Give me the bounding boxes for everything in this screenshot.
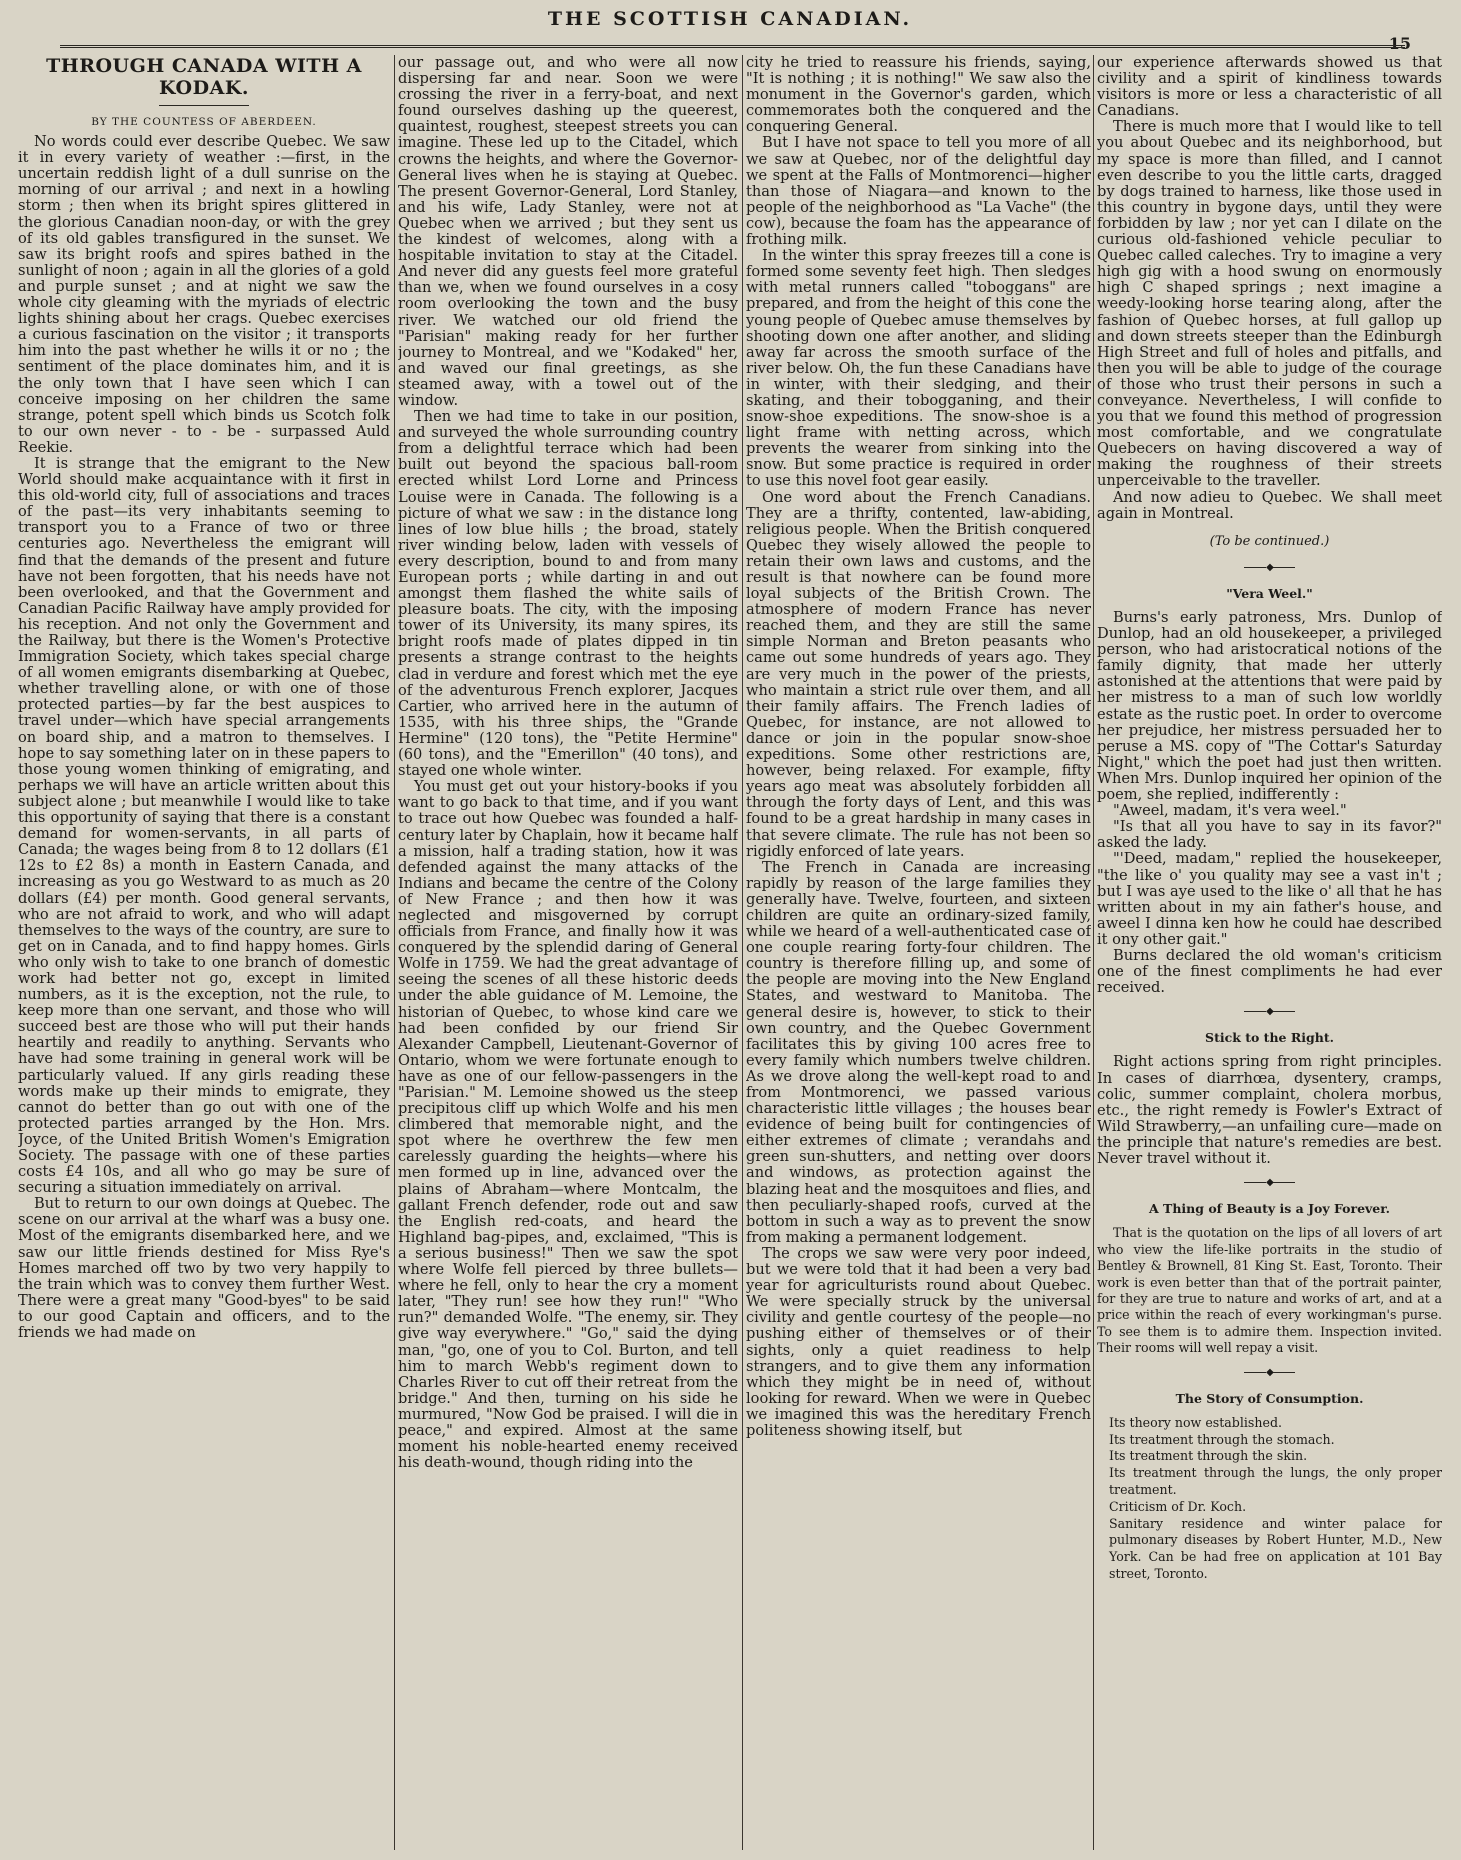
- title-rule: [159, 105, 249, 106]
- article-paragraph: city he tried to reassure his friends, saying, "It is nothing ; it is nothing!" We saw also the monument in the Governor's garden, which commemorates both the conquered and the conquering General.: [746, 55, 1091, 136]
- vera-weel-paragraph: "Aweel, madam, it's vera weel.": [1113, 802, 1347, 820]
- list-item: Its treatment through the lungs, the only proper treatment.: [1109, 1465, 1442, 1497]
- vera-weel-paragraph: "'Deed, madam," replied the housekeeper, "the like o' you quality may see a vast in't ; but I was aye used to the like o' all that he has written about in my ain father's house, and aweel I dinna ken how he could hae described it ony other gait.": [1097, 850, 1442, 948]
- page-number: 15: [1388, 34, 1411, 53]
- list-item: Sanitary residence and winter palace for pulmonary diseases by Robert Hunter, M.D., New York. Can be had free on application at 101 Bay street, Toronto.: [1109, 1515, 1442, 1581]
- masthead: THE SCOTTISH CANADIAN.: [547, 8, 913, 30]
- list-item: Its theory now established.: [1109, 1414, 1283, 1430]
- article-paragraph: But to return to our own doings at Quebec. The scene on our arrival at the wharf was a busy one. Most of the emigrants disembarked here, and we saw our little friends destined for Miss Rye's Homes marched off two by two very happily to the train which was to convey them further West. There were a great many "Good-byes" to be said to our good Captain and officers, and to the friends we had made on: [18, 1195, 390, 1342]
- column-divider: [742, 55, 743, 1850]
- article-paragraph: our experience afterwards showed us that civility and a spirit of kindliness towards visitors is more or less a characteristic of all Canadians.: [1097, 55, 1442, 120]
- consumption-heading: The Story of Consumption.: [1175, 1390, 1364, 1406]
- consumption-list: [1097, 1415, 1442, 1583]
- stick-right-text: Right actions spring from right principles. In cases of diarrhœa, dysentery, cramps, colic, summer complaint, cholera morbus, etc., the right remedy is Fowler's Extract of Wild Strawberry,—an unfailing cure—made on the principle that nature's remedies are best. Never travel without it.: [1097, 1053, 1442, 1167]
- column-1: [18, 55, 390, 1860]
- article-paragraph: But I have not space to tell you more of all we saw at Quebec, nor of the delightful day we spent at the Falls of Montmorenci—higher than those of Niagara—and known to the people of the neighborhood as "La Vache" (the cow), because the foam has the appearance of frothing milk.: [746, 134, 1091, 249]
- section-ornament: ◆: [1097, 560, 1442, 576]
- vera-weel-paragraph: "Is that all you have to say in its favor?" asked the lady.: [1097, 818, 1442, 852]
- article-paragraph: And now adieu to Quebec. We shall meet again in Montreal.: [1097, 488, 1442, 522]
- beauty-text: That is the quotation on the lips of all lovers of art who view the life-like portraits in the studio of Bentley & Brownell, 81 King St. East, Toronto. Their work is even better than that of the portrait painter, for they are true to nature and works of art, and at a price within the reach of every workingman's purse. To see them is to admire them. Inspection invited. Their rooms will well repay a visit.: [1097, 1225, 1442, 1356]
- column-4: [1097, 55, 1442, 1860]
- column-3: [746, 55, 1091, 1860]
- article-paragraph: One word about the French Canadians. They are a thrifty, contented, law-abiding, religious people. When the British conquered Quebec they wisely allowed the people to retain their own laws and customs, and the result is that nowhere can be found more loyal subjects of the British Crown. The atmosphere of modern France has never reached them, and they are still the same simple Norman and Breton peasants who came out some hundreds of years ago. They are very much in the power of the priests, who maintain a strict rule over them, and all their family affairs. The French ladies of Quebec, for instance, are not allowed to dance or join in the popular snow-shoe expeditions. Some other restrictions are, however, being relaxed. For example, fifty years ago meat was absolutely forbidden all through the forty days of Lent, and this was found to be a great hardship in many cases in that severe climate. The rule has not been so rigidly enforced of late years.: [746, 488, 1091, 860]
- article-paragraph: The French in Canada are increasing rapidly by reason of the large families they generally have. Twelve, fourteen, and sixteen children are quite an ordinary-sized family, while we heard of a well-authenticated case of one couple rearing forty-four children. The country is therefore filling up, and some of the people are moving into the New England States, and westward to Manitoba. The general desire is, however, to stick to their own country, and the Quebec Government facilitates this by giving 100 acres free to every family which numbers twelve children. As we drove along the well-kept road to and from Montmorenci, we passed various characteristic little villages ; the houses bear evidence of being built for contingencies of either extremes of climate ; verandahs and green sun-shutters, and netting over doors and windows, as protection against the blazing heat and the mosquitoes and flies, and then peculiarly-shaped roofs, curved at the bottom in such a way as to prevent the snow from making a permanent lodgement.: [746, 858, 1091, 1246]
- article-byline: BY THE COUNTESS OF ABERDEEN.: [91, 116, 317, 128]
- section-ornament: ◆: [1097, 1175, 1442, 1191]
- article-paragraph: It is strange that the emigrant to the New World should make acquaintance with it first in this old-world city, full of associations and traces of the past—its very inhabitants seeming to transport you to a France of two or three centuries ago. Nevertheless the emigrant will find that the demands of the present and future have not been forgotten, that his needs have not been overlooked, and that the Government and Canadian Pacific Railway have amply provided for his reception. And not only the Government and the Railway, but there is the Women's Protective Immigration Society, which takes special charge of all women emigrants disembarking at Quebec, whether travelling alone, or with one of those protected parties—by far the best auspices to travel under—which have special arrangements on board ship, and a matron to themselves. I hope to say something later on in these papers to those young women thinking of emigrating, and perhaps we will have an article written about this subject alone ; but meanwhile I would like to take this opportunity of saying that there is a constant demand for women-servants, in all parts of Canada; the wages being from 8 to 12 dollars (£1 12s to £2 8s) a month in Eastern Canada, and increasing as you go Westward to as much as 20 dollars (£4) per month. Good general servants, who are not afraid to work, and who will adapt themselves to the ways of the country, are sure to get on in Canada, and to find happy homes. Girls who only wish to take to one branch of domestic work had better not go, except in limited numbers, as it is the exception, not the rule, to keep more than one servant, and those who will succeed best are those who will put their hands heartily and readily to anything. Servants who have had some training in general work will be particularly valued. If any girls reading these words make up their minds to emigrate, they cannot do better than go out with one of the protected parties arranged by the Hon. Mrs. Joyce, of the United British Women's Emigration Society. The passage with one of these parties costs £4 10s, and all who go may be sure of securing a situation immediately on arrival.: [18, 454, 390, 1197]
- article-paragraph: The crops we saw were very poor indeed, but we were told that it had been a very bad year for agriculturists round about Quebec. We were specially struck by the universal civility and gentle courtesy of the people—no pushing either of themselves or of their sights, only a quiet readiness to help strangers, and to give them any information which they might be in need of, without looking for reward. When we were in Quebec we imagined this was the hereditary French politeness showing itself, but: [746, 1244, 1091, 1439]
- list-item: Criticism of Dr. Koch.: [1109, 1498, 1247, 1514]
- beauty-heading: A Thing of Beauty is a Joy Forever.: [1148, 1201, 1391, 1217]
- article-paragraph: our passage out, and who were all now dispersing far and near. Soon we were crossing the river in a ferry-boat, and next found ourselves dashing up the queerest, quaintest, roughest, steepest streets you can imagine. These led up to the Citadel, which crowns the heights, and where the Governor-General lives when he is staying at Quebec. The present Governor-General, Lord Stanley, and his wife, Lady Stanley, were not at Quebec when we arrived ; but they sent us the kindest of welcomes, along with a hospitable invitation to stay at the Citadel. And never did any guests feel more grateful than we, when we found ourselves in a cosy room overlooking the town and the busy river. We watched our old friend the "Parisian" making ready for her further journey to Montreal, and we "Kodaked" her, and waved our final greetings, as she steamed away, with a towel out of the window.: [398, 55, 738, 409]
- article-paragraph: You must get out your history-books if you want to go back to that time, and if you want to trace out how Quebec was founded a half-century later by Chaplain, how it became half a mission, half a trading station, how it was defended against the many attacks of the Indians and became the centre of the Colony of New France ; and then how it was neglected and misgoverned by corrupt officials from France, and finally how it was conquered by the splendid daring of General Wolfe in 1759. We had the great advantage of seeing the scenes of all these historic deeds under the able guidance of M. Lemoine, the historian of Quebec, to whose kind care we had been confided by our friend Sir Alexander Campbell, Lieutenant-Governor of Ontario, whom we were fortunate enough to have as one of our fellow-passengers in the "Parisian." M. Lemoine showed us the steep precipitous cliff up which Wolfe and his men climbered that memorable night, and the spot where he overthrew the few men carelessly guarding the heights—where his men formed up in line, advanced over the plains of Abraham—where Montcalm, the gallant French defender, rode out and saw the English red-coats, and heard the Highland bag-pipes, and, exclaimed, "This is a serious business!" Then we saw the spot where Wolfe fell pierced by three bullets—where he fell, only to hear the cry a moment later, "They run! see how they run!" "Who run?" demanded Wolfe. "The enemy, sir. They give way everywhere." "Go," said the dying man, "go, one of you to Col. Burton, and tell him to march Webb's regiment down to Charles River to cut off their retreat from the bridge." And then, turning on his side he murmured, "Now God be praised. I will die in peace," and expired. Almost at the same moment his noble-hearted enemy received his death-wound, though riding into the: [398, 778, 738, 1472]
- article-paragraph: In the winter this spray freezes till a cone is formed some seventy feet high. Then sledges with metal runners called "toboggans" are prepared, and from the height of this cone the young people of Quebec amuse themselves by shooting down one after another, and sliding away far across the smooth surface of the river below. Oh, the fun these Canadians have in winter, with their sledging, and their skating, and their tobogganing, and their snow-shoe expeditions. The snow-shoe is a light frame with netting across, which prevents the wearer from sinking into the snow. But some practice is required in order to use this novel foot gear easily.: [746, 247, 1091, 490]
- masthead-rule: [60, 45, 1405, 48]
- vera-weel-paragraph: Burns's early patroness, Mrs. Dunlop of Dunlop, had an old housekeeper, a privileged person, who had aristocratical notions of the family dignity, that made her utterly astonished at the attentions that were paid by her mistress to a man of such low worldly estate as the rustic poet. In order to overcome her prejudice, her mistress persuaded her to peruse a MS. copy of "The Cottar's Saturday Night," which the poet had just then written. When Mrs. Dunlop inquired her opinion of the poem, she replied, indifferently :: [1097, 609, 1442, 804]
- section-ornament: ◆: [1097, 1004, 1442, 1020]
- column-2: [398, 55, 738, 1860]
- article-paragraph: Then we had time to take in our position, and surveyed the whole surrounding country from a delightful terrace which had been built out beyond the spacious ball-room erected whilst Lord Lorne and Princess Louise were in Canada. The following is a picture of what we saw : in the distance long lines of low blue hills ; the broad, stately river winding below, laden with vessels of every description, bound to and from many European ports ; while darting in and out amongst them flashed the white sails of pleasure boats. The city, with the imposing tower of its University, its many spires, its bright roofs made of plates dipped in tin presents a strange contrast to the heights clad in verdure and forest which met the eye of the adventurous French explorer, Jacques Cartier, who arrived here in the autumn of 1535, with his three ships, the "Grande Hermine" (120 tons), the "Petite Hermine" (60 tons), and the "Emerillon" (40 tons), and stayed one whole winter.: [398, 408, 738, 780]
- article-paragraph: No words could ever describe Quebec. We saw it in every variety of weather :—first, in the uncertain reddish light of a dull sunrise on the morning of our arrival ; and next in a howling storm ; then when its bright spires glittered in the glorious Canadian noon-day, or with the grey of its old gables transfigured in the sunset. We saw its bright roofs and spires bathed in the sunlight of noon ; again in all the glories of a gold and purple sunset ; and at night we saw the whole city gleaming with the myriads of electric lights shining about her crags. Quebec exercises a curious fascination on the visitor ; it transports him into the past whether he wills it or no ; the sentiment of the place dominates him, and it is the only town that I have seen which I can conceive imposing on her children the same strange, potent spell which binds us Scotch folk to our own never - to - be - surpassed Auld Reekie.: [18, 133, 390, 456]
- vera-weel-paragraph: Burns declared the old woman's criticism one of the finest compliments he had ever received.: [1097, 946, 1442, 997]
- column-divider: [394, 55, 395, 1850]
- column-divider: [1093, 55, 1094, 1850]
- article-title: THROUGH CANADA WITH A KODAK.: [46, 55, 362, 99]
- stick-right-heading: Stick to the Right.: [1205, 1030, 1334, 1046]
- list-item: Its treatment through the stomach.: [1109, 1431, 1335, 1447]
- continued-note: (To be continued.): [1209, 533, 1330, 549]
- list-item: Its treatment through the skin.: [1109, 1448, 1308, 1464]
- article-paragraph: There is much more that I would like to tell you about Quebec and its neighborhood, but my space is more than filled, and I cannot even describe to you the little carts, dragged by dogs trained to harness, like those used in this country in bygone days, until they were forbidden by law ; nor yet can I dilate on the curious old-fashioned vehicle peculiar to Quebec called caleches. Try to imagine a very high gig with a hood swung on enormously high C shaped springs ; next imagine a weedy-looking horse tearing along, after the fashion of Quebec horses, at full gallop up and down streets steeper than the Edinburgh High Street and full of holes and pitfalls, and then you will be able to judge of the courage of those who trust their persons in such a conveyance. Nevertheless, I will confide to you that we found this method of progression most comfortable, and we congratulate Quebecers on having discovered a way of making the roughness of their streets unperceivable to the traveller.: [1097, 118, 1442, 490]
- section-ornament: ◆: [1097, 1365, 1442, 1381]
- vera-weel-heading: "Vera Weel.": [1226, 585, 1313, 601]
